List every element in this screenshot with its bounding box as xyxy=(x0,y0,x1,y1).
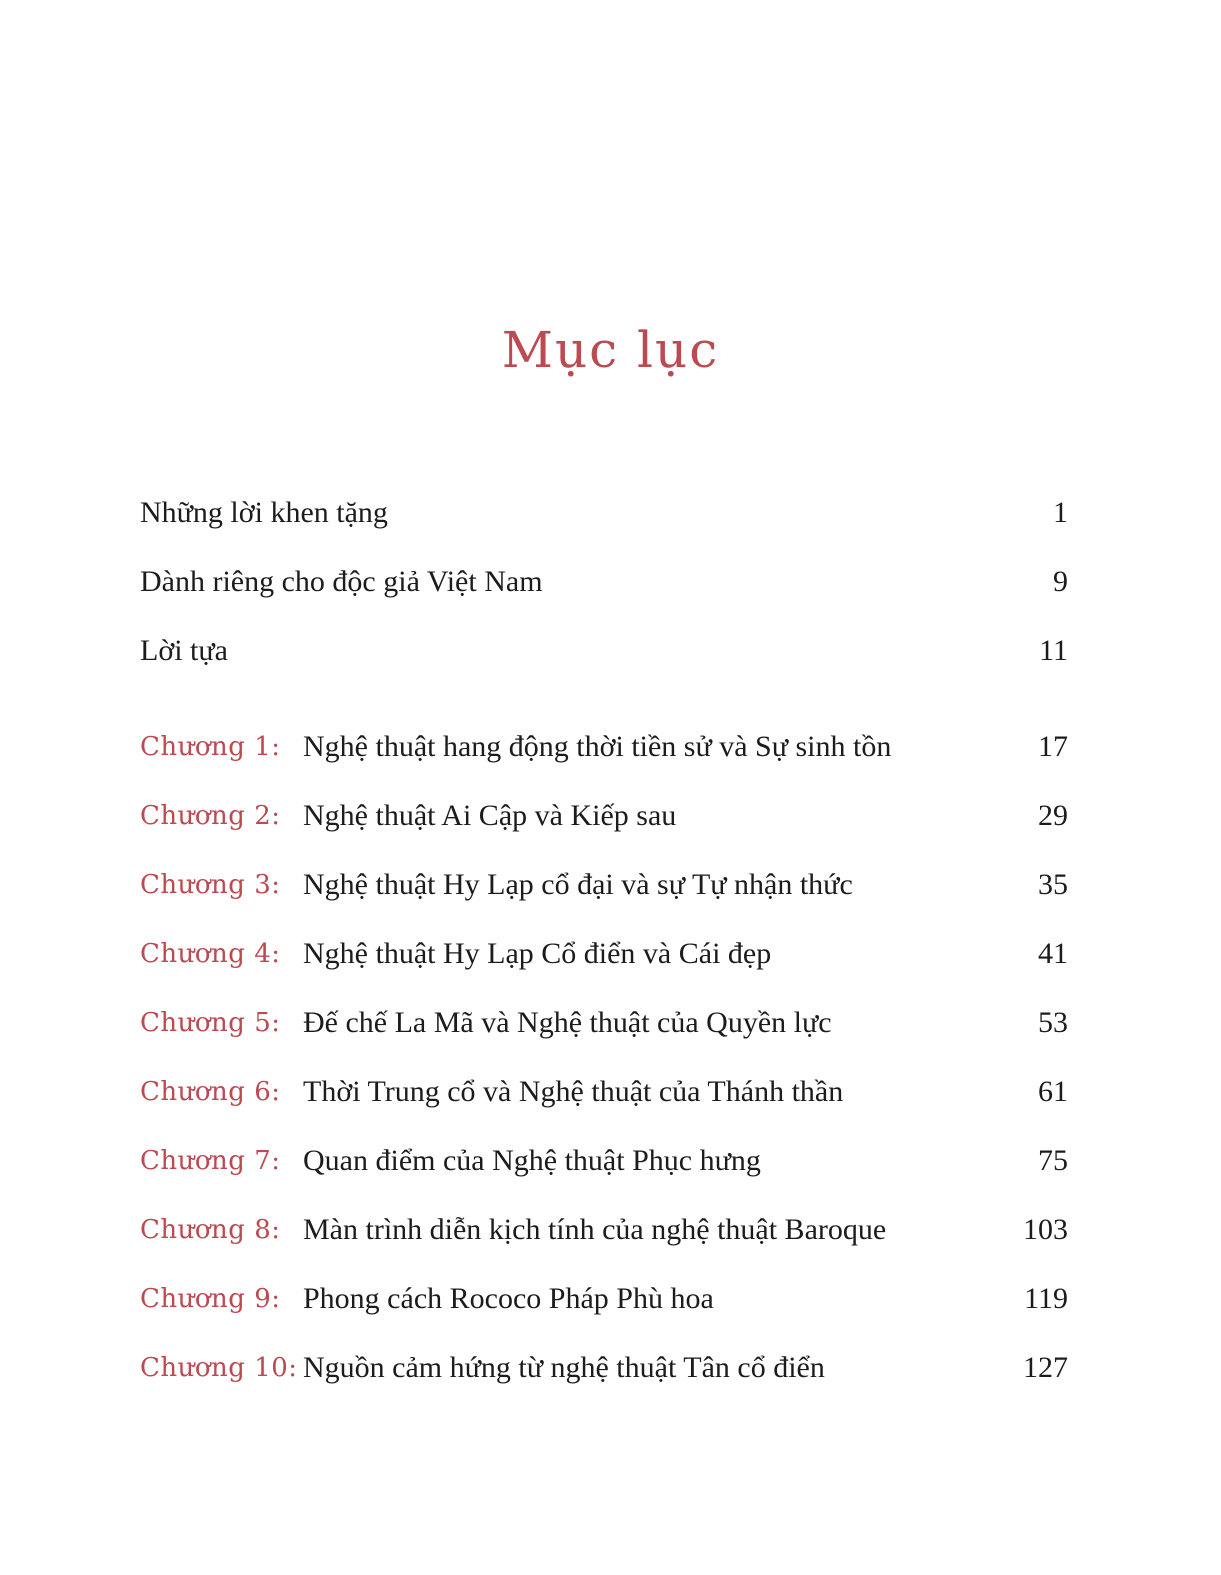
toc-entry-title: Nguồn cảm hứng từ nghệ thuật Tân cổ điển xyxy=(303,1350,825,1384)
toc-entry-title: Nghệ thuật Hy Lạp cổ đại và sự Tự nhận thức xyxy=(303,867,853,901)
chapter-label: Chương 10: xyxy=(140,1352,298,1383)
toc-entry-page: 35 xyxy=(1038,867,1068,901)
toc-entry-page: 75 xyxy=(1038,1143,1068,1177)
front-matter-section xyxy=(140,478,1068,685)
toc-entry-title: Những lời khen tặng xyxy=(140,495,388,529)
toc-chapter-entry[interactable] xyxy=(140,919,1068,988)
chapters-section xyxy=(140,712,1068,1402)
toc-entry-page: 17 xyxy=(1038,729,1068,763)
toc-entry[interactable] xyxy=(140,478,1068,547)
toc-entry-page: 11 xyxy=(1039,633,1068,667)
chapter-label: Chương 2: xyxy=(140,800,281,831)
chapter-label: Chương 8: xyxy=(140,1214,281,1245)
toc-list xyxy=(140,478,1068,1402)
toc-entry-page: 103 xyxy=(1023,1212,1068,1246)
toc-entry-title: Màn trình diễn kịch tính của nghệ thuật Baroque xyxy=(303,1212,887,1246)
toc-entry-page: 1 xyxy=(1053,495,1068,529)
toc-entry-title: Nghệ thuật Hy Lạp Cổ điển và Cái đẹp xyxy=(303,936,772,970)
chapter-label: Chương 5: xyxy=(140,1007,281,1038)
toc-chapter-entry[interactable] xyxy=(140,1195,1068,1264)
chapter-label: Chương 6: xyxy=(140,1076,281,1107)
toc-entry[interactable] xyxy=(140,547,1068,616)
toc-entry-title: Đế chế La Mã và Nghệ thuật của Quyền lực xyxy=(303,1005,832,1039)
toc-entry-page: 61 xyxy=(1038,1074,1068,1108)
toc-chapter-entry[interactable] xyxy=(140,1264,1068,1333)
toc-entry-title: Phong cách Rococo Pháp Phù hoa xyxy=(303,1281,714,1315)
toc-entry-title: Dành riêng cho độc giả Việt Nam xyxy=(140,564,543,598)
toc-entry-title: Lời tựa xyxy=(140,633,228,667)
toc-entry-title: Thời Trung cổ và Nghệ thuật của Thánh thần xyxy=(303,1074,844,1108)
toc-chapter-entry[interactable] xyxy=(140,850,1068,919)
page-title: Mục lục xyxy=(501,321,720,379)
chapter-label: Chương 1: xyxy=(140,731,281,762)
toc-chapter-entry[interactable] xyxy=(140,988,1068,1057)
toc-entry-page: 119 xyxy=(1024,1281,1068,1315)
chapter-label: Chương 9: xyxy=(140,1283,281,1314)
toc-chapter-entry[interactable] xyxy=(140,712,1068,781)
toc-entry-page: 53 xyxy=(1038,1005,1068,1039)
toc-entry-page: 41 xyxy=(1038,936,1068,970)
chapter-label: Chương 7: xyxy=(140,1145,281,1176)
toc-chapter-entry[interactable] xyxy=(140,1057,1068,1126)
toc-entry-title: Nghệ thuật Ai Cập và Kiếp sau xyxy=(303,798,677,832)
chapter-label: Chương 3: xyxy=(140,869,281,900)
toc-entry[interactable] xyxy=(140,616,1068,685)
toc-chapter-entry[interactable] xyxy=(140,781,1068,850)
toc-chapter-entry[interactable] xyxy=(140,1333,1068,1402)
toc-entry-title: Quan điểm của Nghệ thuật Phục hưng xyxy=(303,1143,761,1177)
toc-entry-page: 9 xyxy=(1053,564,1068,598)
chapter-label: Chương 4: xyxy=(140,938,281,969)
toc-entry-page: 127 xyxy=(1023,1350,1068,1384)
toc-entry-page: 29 xyxy=(1038,798,1068,832)
toc-entry-title: Nghệ thuật hang động thời tiền sử và Sự sinh tồn xyxy=(303,729,892,763)
toc-chapter-entry[interactable] xyxy=(140,1126,1068,1195)
